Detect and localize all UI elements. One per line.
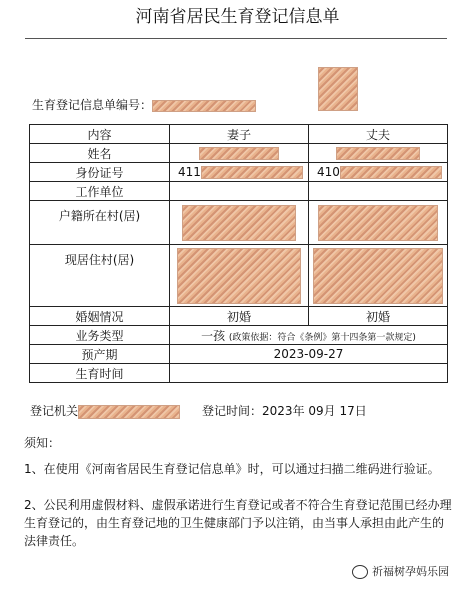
birth-time-value [170, 364, 448, 383]
label-business: 业务类型 [30, 326, 170, 345]
husband-marriage: 初婚 [309, 307, 448, 326]
registration-number-row [32, 96, 256, 113]
business-type-main: 一孩 [201, 328, 226, 343]
registration-table [29, 124, 448, 383]
table-header-row [30, 125, 448, 144]
wife-name-redacted [199, 147, 279, 160]
wife-id-prefix: 411 [178, 165, 201, 179]
husband-id-cell [309, 163, 448, 182]
watermark-text: 祈福树孕妈乐园 [372, 565, 449, 578]
registration-number-redacted [152, 100, 256, 112]
husband-hukou-redacted [318, 205, 438, 241]
business-type-cell [170, 326, 448, 345]
table-row-marriage [30, 307, 448, 326]
label-work: 工作单位 [30, 182, 170, 201]
wife-residence-redacted [177, 248, 301, 304]
label-id: 身份证号 [30, 163, 170, 182]
husband-id-redacted [340, 166, 442, 179]
authority-label: 登记机关 [30, 404, 79, 418]
header-content: 内容 [30, 125, 170, 144]
label-marriage: 婚姻情况 [30, 307, 170, 326]
wife-name-cell [170, 144, 309, 163]
registration-footer [30, 402, 367, 419]
wife-hukou-redacted [182, 205, 296, 241]
table-row-birth [30, 364, 448, 383]
wife-id-redacted [201, 166, 303, 179]
registration-number-label: 生育登记信息单编号： [32, 98, 153, 112]
husband-name-cell [309, 144, 448, 163]
label-birth: 生育时间 [30, 364, 170, 383]
watermark [352, 563, 449, 579]
table-row-name [30, 144, 448, 163]
table-row-due [30, 345, 448, 364]
husband-name-redacted [336, 147, 420, 160]
wife-id-cell [170, 163, 309, 182]
header-husband: 丈夫 [309, 125, 448, 144]
table-row-work [30, 182, 448, 201]
qr-code-redacted [318, 67, 358, 111]
label-name: 姓名 [30, 144, 170, 163]
header-wife: 妻子 [170, 125, 309, 144]
wife-work-cell [170, 182, 309, 201]
registration-time-label: 登记时间： [202, 404, 263, 418]
husband-id-prefix: 410 [317, 165, 340, 179]
wife-hukou-cell [170, 201, 309, 245]
document-title: 河南省居民生育登记信息单 [135, 7, 340, 27]
husband-work-cell [309, 182, 448, 201]
authority-redacted [78, 405, 180, 419]
wechat-icon [352, 565, 368, 579]
label-hukou: 户籍所在村(居) [30, 201, 170, 245]
notice-item-2: 2、公民利用虚假材料、虚假承诺进行生育登记或者不符合生育登记范围已经办理生育登记的，由生育登记地的卫生健康部门予以注销，由当事人承担由此产生的法律责任。 [24, 498, 452, 548]
due-date-value: 2023-09-27 [170, 345, 448, 364]
husband-residence-redacted [313, 248, 443, 304]
table-row-id [30, 163, 448, 182]
label-residence: 现居住村(居) [30, 245, 170, 307]
husband-residence-cell [309, 245, 448, 307]
registration-time-value: 2023年 09月 17日 [262, 404, 367, 418]
wife-marriage: 初婚 [170, 307, 309, 326]
title-divider [25, 38, 447, 39]
table-row-residence [30, 245, 448, 307]
wife-residence-cell [170, 245, 309, 307]
table-row-hukou [30, 201, 448, 245]
table-row-business [30, 326, 448, 345]
notice-heading: 须知： [24, 436, 61, 450]
husband-hukou-cell [309, 201, 448, 245]
business-type-note: (政策依据：符合《条例》第十四条第一款规定) [228, 332, 416, 343]
label-due: 预产期 [30, 345, 170, 364]
notice-item-1: 1、在使用《河南省居民生育登记信息单》时，可以通过扫描二维码进行验证。 [24, 462, 440, 476]
